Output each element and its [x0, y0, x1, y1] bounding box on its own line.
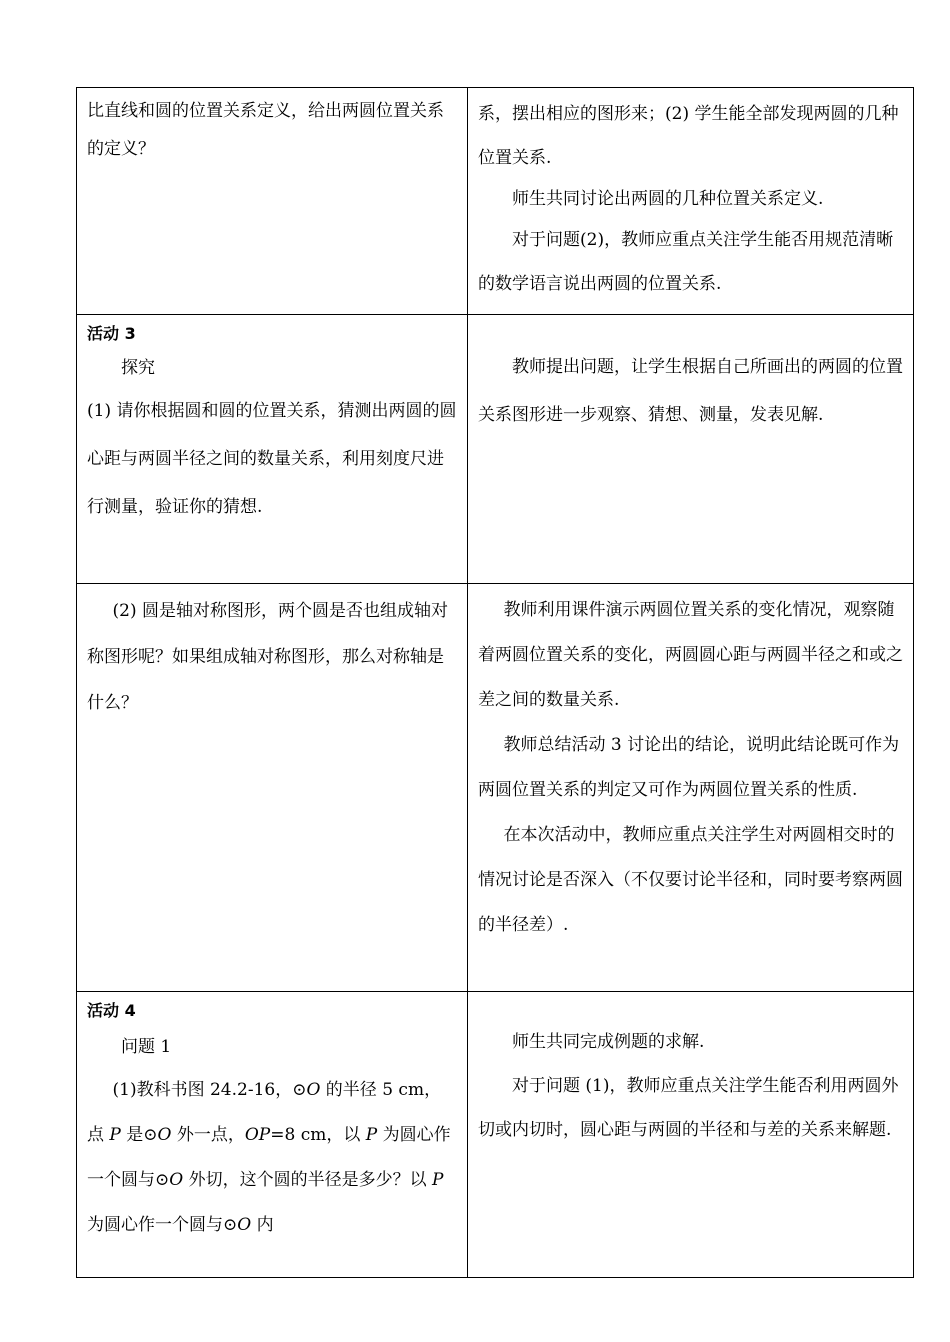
activity-cell	[77, 584, 468, 992]
math-var: OP	[244, 1125, 271, 1145]
note-paragraph: 在本次活动中，教师应重点关注学生对两圆相交时的情况讨论是否深入（不仅要讨论半径和，同时要考察两圆的半径差）.	[478, 825, 903, 935]
cell-text: 比直线和圆的位置关系定义，给出两圆位置关系的定义？	[87, 101, 444, 159]
problem-part: 外切，这个圆的半径是多少？以	[183, 1170, 432, 1190]
problem-part: =8 cm，以	[270, 1125, 366, 1145]
table-row	[77, 584, 914, 992]
problem-part: 为圆心作一个圆与⊙	[87, 1125, 451, 1190]
problem-text	[87, 1068, 457, 1248]
teacher-note-cell	[468, 88, 914, 315]
problem-part: 内	[251, 1215, 274, 1235]
activity-cell	[77, 88, 468, 315]
note-paragraph: 师生共同讨论出两圆的几种位置关系定义.	[512, 189, 824, 209]
math-var: P	[432, 1170, 444, 1190]
lesson-plan-table	[76, 87, 914, 1278]
math-var: P	[365, 1125, 378, 1145]
math-var: O	[237, 1215, 252, 1235]
note-paragraph: 对于问题 (1)，教师应重点关注学生能否利用两圆外切或内切时，圆心距与两圆的半径和与差的关系来解题.	[478, 1076, 899, 1140]
math-var: O	[306, 1080, 321, 1100]
question-text: (2) 圆是轴对称图形，两个圆是否也组成轴对称图形呢？如果组成轴对称图形，那么对称轴是什么？	[87, 601, 448, 713]
math-var: O	[169, 1170, 184, 1190]
teacher-note-cell	[468, 992, 914, 1278]
activity-subheading: 探究	[121, 358, 155, 378]
activity-cell	[77, 992, 468, 1278]
activity-cell	[77, 315, 468, 584]
problem-part: 外一点，	[171, 1125, 245, 1145]
question-text: (1) 请你根据圆和圆的位置关系，猜测出两圆的圆心距与两圆半径之间的数量关系，利用刻度尺进行测量，验证你的猜想.	[87, 401, 457, 517]
table-row	[77, 992, 914, 1278]
table-row	[77, 88, 914, 315]
note-paragraph: 系，摆出相应的图形来；(2) 学生能全部发现两圆的几种位置关系.	[478, 104, 899, 168]
problem-part: 的半径 5 cm，点	[87, 1080, 442, 1145]
teacher-note-cell	[468, 584, 914, 992]
problem-part: 是⊙	[120, 1125, 158, 1145]
note-paragraph: 教师利用课件演示两圆位置关系的变化情况，观察随着两圆位置关系的变化，两圆圆心距与两圆半径之和或之差之间的数量关系.	[478, 600, 903, 710]
note-paragraph: 师生共同完成例题的求解.	[512, 1032, 705, 1052]
teacher-note-cell	[468, 315, 914, 584]
math-var: O	[157, 1125, 172, 1145]
activity-subheading: 问题 1	[121, 1037, 172, 1057]
math-var: P	[109, 1125, 121, 1145]
activity-heading: 活动 4	[87, 1001, 136, 1020]
note-paragraph: 对于问题(2)，教师应重点关注学生能否用规范清晰的数学语言说出两圆的位置关系.	[478, 230, 894, 294]
note-paragraph: 教师提出问题，让学生根据自己所画出的两圆的位置关系图形进一步观察、猜想、测量，发表见解.	[478, 357, 903, 425]
activity-heading: 活动 3	[87, 324, 136, 343]
table-row	[77, 315, 914, 584]
note-paragraph: 教师总结活动 3 讨论出的结论，说明此结论既可作为两圆位置关系的判定又可作为两圆位置关系的性质.	[478, 735, 900, 800]
problem-part: 为圆心作一个圆与⊙	[87, 1215, 238, 1235]
problem-part: (1)教科书图 24.2-16，⊙	[112, 1080, 307, 1100]
